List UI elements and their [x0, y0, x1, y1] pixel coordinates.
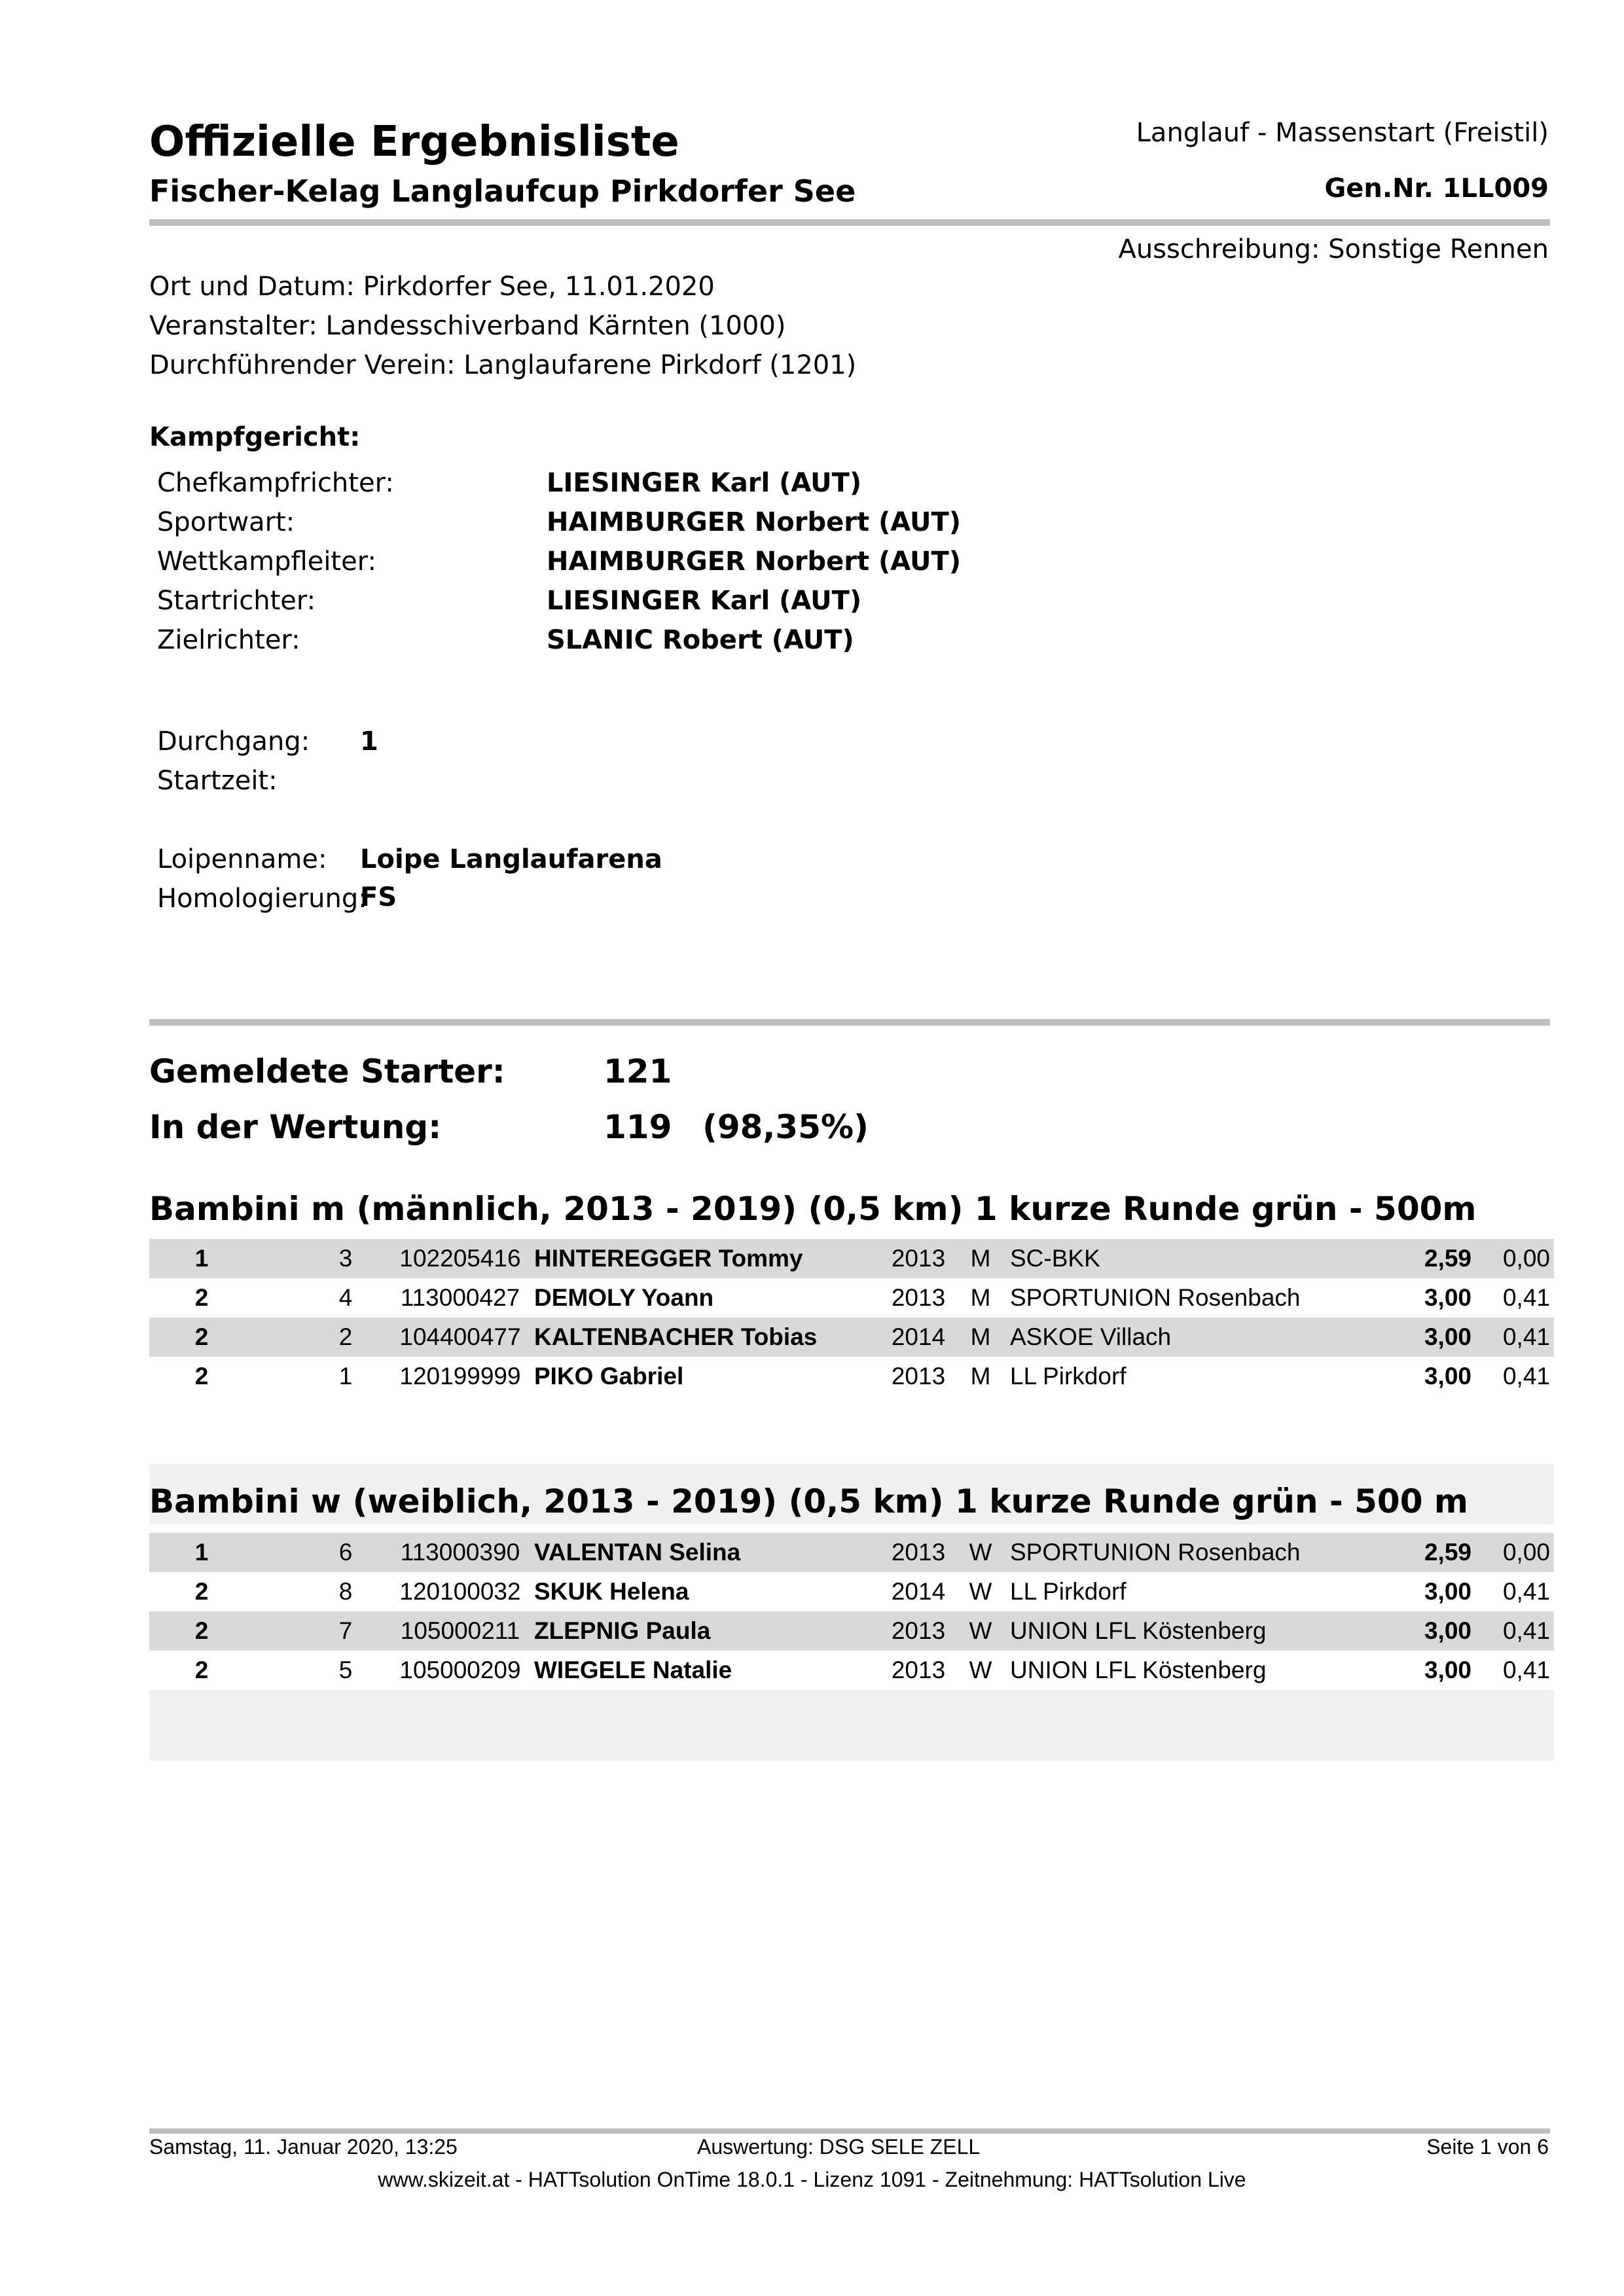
club-cell: UNION LFL Köstenberg — [1010, 1617, 1267, 1644]
code-cell: 105000211 — [400, 1617, 520, 1644]
bib-cell: 4 — [338, 1284, 353, 1311]
discipline-label: Langlauf - Massenstart (Freistil) — [1136, 118, 1549, 148]
table-row — [149, 1278, 1554, 1318]
time-cell: 3,00 — [1424, 1363, 1471, 1390]
code-cell: 113000390 — [400, 1539, 520, 1566]
year-cell: 2013 — [891, 1657, 946, 1683]
bib-cell: 2 — [338, 1323, 353, 1350]
club-cell: ASKOE Villach — [1010, 1323, 1172, 1350]
time-cell: 2,59 — [1424, 1245, 1471, 1272]
code-cell: 120199999 — [399, 1363, 521, 1390]
table-row — [149, 1611, 1554, 1651]
table-row — [149, 1651, 1554, 1690]
name-cell: VALENTAN Selina — [534, 1539, 741, 1566]
club-cell: LL Pirkdorf — [1010, 1578, 1127, 1605]
homologierung-value: FS — [360, 882, 397, 912]
code-cell: 113000427 — [400, 1284, 520, 1311]
diff-cell: 0,41 — [1502, 1578, 1550, 1605]
sex-cell: W — [969, 1657, 992, 1683]
durchfuehrender-verein: Durchführender Verein: Langlaufarene Pirkdorf (1201) — [149, 350, 857, 380]
kg-value-sportwart: HAIMBURGER Norbert (AUT) — [547, 507, 962, 537]
results-table — [149, 1533, 1554, 1690]
year-cell: 2013 — [891, 1245, 946, 1272]
in-der-wertung-label: In der Wertung: — [149, 1108, 442, 1146]
kg-label-chefkampfrichter: Chefkampfrichter: — [157, 468, 394, 498]
bib-cell: 6 — [338, 1539, 353, 1566]
name-cell: WIEGELE Natalie — [534, 1657, 732, 1683]
startzeit-label: Startzeit: — [157, 766, 278, 796]
rank-cell: 1 — [194, 1245, 209, 1272]
kg-label-sportwart: Sportwart: — [157, 507, 295, 537]
bib-cell: 5 — [338, 1657, 353, 1683]
name-cell: ZLEPNIG Paula — [534, 1617, 711, 1644]
gemeldete-starter-label: Gemeldete Starter: — [149, 1052, 505, 1090]
year-cell: 2014 — [891, 1323, 946, 1350]
table-end-band — [149, 1690, 1554, 1761]
loipenname-label: Loipenname: — [157, 844, 327, 874]
rank-cell: 1 — [194, 1539, 209, 1566]
club-cell: SPORTUNION Rosenbach — [1010, 1539, 1301, 1566]
code-cell: 105000209 — [399, 1657, 521, 1683]
club-cell: LL Pirkdorf — [1010, 1363, 1127, 1390]
time-cell: 3,00 — [1424, 1657, 1471, 1683]
gemeldete-starter-value: 121 — [604, 1052, 672, 1090]
table-row — [149, 1533, 1554, 1572]
sex-cell: W — [969, 1578, 992, 1605]
sex-cell: M — [970, 1245, 991, 1272]
rank-cell: 2 — [194, 1578, 209, 1605]
sex-cell: W — [969, 1617, 992, 1644]
results-table — [149, 1239, 1554, 1396]
rank-cell: 2 — [194, 1284, 209, 1311]
footer-page-number: Seite 1 von 6 — [1426, 2135, 1549, 2159]
name-cell: DEMOLY Yoann — [534, 1284, 714, 1311]
kg-value-zielrichter: SLANIC Robert (AUT) — [547, 625, 854, 655]
diff-cell: 0,00 — [1502, 1245, 1550, 1272]
footer-auswertung: Auswertung: DSG SELE ZELL — [697, 2135, 981, 2159]
page-title: Offizielle Ergebnisliste — [149, 118, 679, 166]
time-cell: 3,00 — [1424, 1617, 1471, 1644]
table-row — [149, 1357, 1554, 1396]
stats-divider — [149, 1019, 1550, 1026]
rank-cell: 2 — [194, 1617, 209, 1644]
kg-value-startrichter: LIESINGER Karl (AUT) — [547, 586, 862, 616]
sex-cell: M — [970, 1363, 991, 1390]
time-cell: 2,59 — [1424, 1539, 1471, 1566]
year-cell: 2013 — [891, 1284, 946, 1311]
diff-cell: 0,41 — [1502, 1363, 1550, 1390]
header-divider — [149, 219, 1550, 226]
year-cell: 2013 — [891, 1617, 946, 1644]
ort-datum: Ort und Datum: Pirkdorfer See, 11.01.2020 — [149, 272, 715, 302]
bib-cell: 8 — [338, 1578, 353, 1605]
year-cell: 2013 — [891, 1363, 946, 1390]
category-title: Bambini w (weiblich, 2013 - 2019) (0,5 km) 1 kurze Runde grün - 500 m — [149, 1482, 1469, 1520]
event-subtitle: Fischer-Kelag Langlaufcup Pirkdorfer See — [149, 173, 856, 209]
club-cell: UNION LFL Köstenberg — [1010, 1657, 1267, 1683]
club-cell: SPORTUNION Rosenbach — [1010, 1284, 1301, 1311]
name-cell: SKUK Helena — [534, 1578, 689, 1605]
time-cell: 3,00 — [1424, 1578, 1471, 1605]
rank-cell: 2 — [194, 1657, 209, 1683]
name-cell: HINTEREGGER Tommy — [534, 1245, 803, 1272]
in-der-wertung-value: 119 — [604, 1108, 672, 1146]
footer-divider — [149, 2128, 1550, 2134]
rank-cell: 2 — [194, 1363, 209, 1390]
code-cell: 104400477 — [399, 1323, 521, 1350]
code-cell: 120100032 — [399, 1578, 521, 1605]
veranstalter: Veranstalter: Landesschiverband Kärnten (1000) — [149, 311, 786, 341]
in-der-wertung-percent: (98,35%) — [702, 1108, 869, 1146]
name-cell: PIKO Gabriel — [534, 1363, 684, 1390]
diff-cell: 0,41 — [1502, 1323, 1550, 1350]
kg-value-chefkampfrichter: LIESINGER Karl (AUT) — [547, 468, 862, 498]
durchgang-label: Durchgang: — [157, 726, 310, 757]
club-cell: SC-BKK — [1010, 1245, 1100, 1272]
ausschreibung-label: Ausschreibung: Sonstige Rennen — [1118, 234, 1549, 264]
table-row — [149, 1239, 1554, 1278]
table-row — [149, 1572, 1554, 1611]
diff-cell: 0,41 — [1502, 1617, 1550, 1644]
sex-cell: M — [970, 1284, 991, 1311]
kg-label-startrichter: Startrichter: — [157, 586, 316, 616]
diff-cell: 0,41 — [1502, 1657, 1550, 1683]
name-cell: KALTENBACHER Tobias — [534, 1323, 818, 1350]
year-cell: 2014 — [891, 1578, 946, 1605]
kg-label-wettkampfleiter: Wettkampfleiter: — [157, 547, 376, 577]
time-cell: 3,00 — [1424, 1284, 1471, 1311]
footer-credits: www.skizeit.at - HATTsolution OnTime 18.0.1 - Lizenz 1091 - Zeitnehmung: HATTsolution Live — [378, 2168, 1246, 2191]
homologierung-label: Homologierung: — [157, 884, 367, 914]
durchgang-value: 1 — [360, 726, 378, 757]
loipenname-value: Loipe Langlaufarena — [360, 844, 662, 874]
category-title: Bambini m (männlich, 2013 - 2019) (0,5 km) 1 kurze Runde grün - 500m — [149, 1190, 1477, 1228]
kampfgericht-heading: Kampfgericht: — [149, 422, 361, 452]
time-cell: 3,00 — [1424, 1323, 1471, 1350]
bib-cell: 1 — [338, 1363, 353, 1390]
year-cell: 2013 — [891, 1539, 946, 1566]
bib-cell: 7 — [338, 1617, 353, 1644]
rank-cell: 2 — [194, 1323, 209, 1350]
code-cell: 102205416 — [399, 1245, 521, 1272]
diff-cell: 0,41 — [1502, 1284, 1550, 1311]
gen-nr-label: Gen.Nr. 1LL009 — [1324, 173, 1549, 204]
kg-label-zielrichter: Zielrichter: — [157, 625, 300, 655]
sex-cell: W — [969, 1539, 992, 1566]
kg-value-wettkampfleiter: HAIMBURGER Norbert (AUT) — [547, 547, 962, 577]
diff-cell: 0,00 — [1502, 1539, 1550, 1566]
bib-cell: 3 — [338, 1245, 353, 1272]
sex-cell: M — [970, 1323, 991, 1350]
table-row — [149, 1318, 1554, 1357]
footer-date: Samstag, 11. Januar 2020, 13:25 — [149, 2135, 458, 2159]
